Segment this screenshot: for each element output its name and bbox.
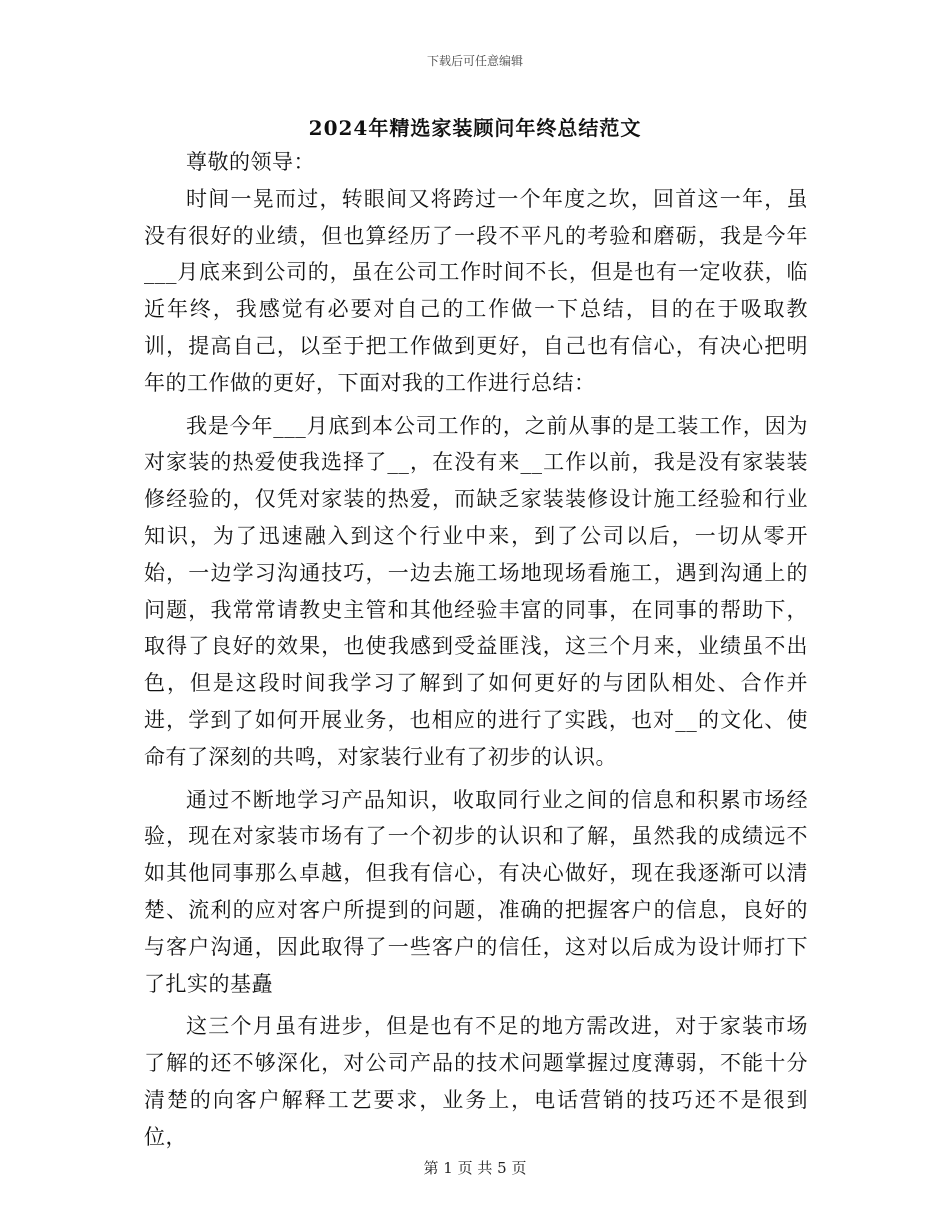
document-body: [144, 144, 808, 1156]
document-title: 2024年精选家装顾问年终总结范文: [308, 116, 642, 140]
paragraph-4: 这三个月虽有进步，但是也有不足的地方需改进，对于家装市场了解的还不够深化，对公司产品的技术问题掌握过度薄弱，不能十分清楚的向客户解释工艺要求，业务上，电话营销的技巧还不是很到位，: [144, 1014, 808, 1149]
paragraph-2: 我是今年___月底到本公司工作的，之前从事的是工装工作，因为对家装的热爱使我选择了__，在没有来__工作以前，我是没有家装装修经验的，仅凭对家装的热爱，而缺乏家装装修设计施工经验和行业知识，为了迅速融入到这个行业中来，到了公司以后，一切从零开始，一边学习沟通技巧，一边去施工场地现场看施工，遇到沟通上的问题，我常常请教史主管和其他经验丰富的同事，在同事的帮助下，取得了良好的效果，也使我感到受益匪浅，这三个月来，业绩虽不出色，但是这段时间我学习了解到了如何更好的与团队相处、合作并进，学到了如何开展业务，也相应的进行了实践，也对__的文化、使命有了深刻的共鸣，对家装行业有了初步的认识。: [144, 413, 808, 769]
salutation: 尊敬的领导：: [186, 150, 315, 174]
page-header: 下载后可任意编辑: [426, 54, 523, 68]
paragraph-3: 通过不断地学习产品知识，收取同行业之间的信息和积累市场经验，现在对家装市场有了一个初步的认识和了解，虽然我的成绩远不如其他同事那么卓越，但我有信心，有决心做好，现在我逐渐可以清楚、流利的应对客户所提到的问题，准确的把握客户的信息，良好的与客户沟通，因此取得了一些客户的信任，这对以后成为设计师打下了扎实的基矗: [144, 787, 808, 996]
page-footer: 第 1 页 共 5 页: [423, 1159, 527, 1177]
paragraph-1: 时间一晃而过，转眼间又将跨过一个年度之坎，回首这一年，虽没有很好的业绩，但也算经历了一段不平凡的考验和磨砺，我是今年___月底来到公司的，虽在公司工作时间不长，但是也有一定收获，临近年终，我感觉有必要对自己的工作做一下总结，目的在于吸取教训，提高自己，以至于把工作做到更好，自己也有信心，有决心把明年的工作做的更好，下面对我的工作进行总结：: [144, 186, 808, 395]
